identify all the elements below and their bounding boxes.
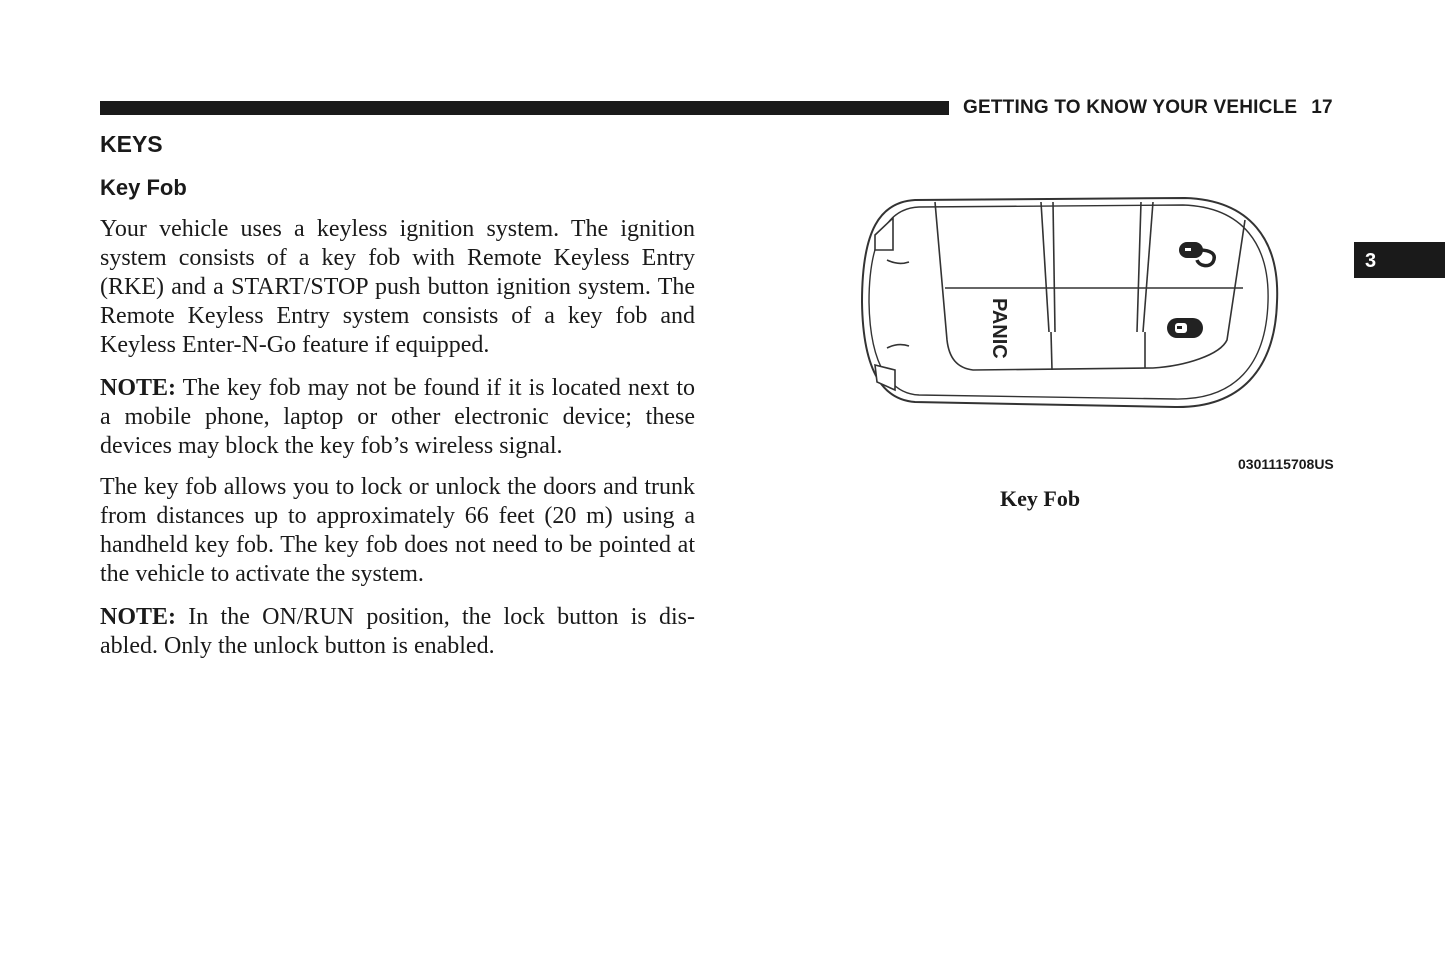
page-number: 17 [1311, 97, 1333, 118]
paragraph-note-signal [100, 374, 695, 461]
lock-icon [1167, 318, 1203, 338]
note-text: The key fob may not be found if it is located next to a mobile phone, laptop or other electronic device; these devices may block the key fob’s wireless signal. [100, 375, 695, 459]
section-title: KEYS [100, 131, 163, 157]
paragraph-note-lock [100, 603, 695, 661]
subsection-title: Key Fob [100, 175, 187, 200]
note-label: NOTE: [100, 375, 177, 401]
header-title: GETTING TO KNOW YOUR VEHICLE [963, 97, 1298, 118]
figure-image-id: 0301115708US [1238, 456, 1334, 472]
note-text: In the ON/RUN position, the lock button is dis-abled. Only the unlock button is enabled. [100, 604, 695, 659]
panic-label: PANIC [988, 298, 1010, 359]
key-fob-figure [855, 190, 1285, 415]
note-label: NOTE: [100, 604, 177, 630]
key-fob-illustration [855, 190, 1285, 415]
header-rule [100, 101, 949, 115]
figure-caption: Key Fob [1000, 486, 1081, 511]
paragraph-range: The key fob allows you to lock or unlock the doors and trunk from distances up to approximately 66 feet (20 m) using a handheld key fob. The key fob does not need to be pointed at the vehicle to activate the system. [100, 474, 695, 587]
chapter-tab: 3 [1354, 242, 1445, 278]
paragraph-intro: Your vehicle uses a keyless ignition system. The ignition system consists of a key fob with Remote Keyless Entry (RKE) and a START/STOP push button ignition system. The Remote Keyless Entry system consists of a key fob and Keyless Enter-N-Go feature if equipped. [100, 216, 695, 358]
running-header [963, 97, 1333, 119]
unlock-icon [1179, 242, 1214, 266]
